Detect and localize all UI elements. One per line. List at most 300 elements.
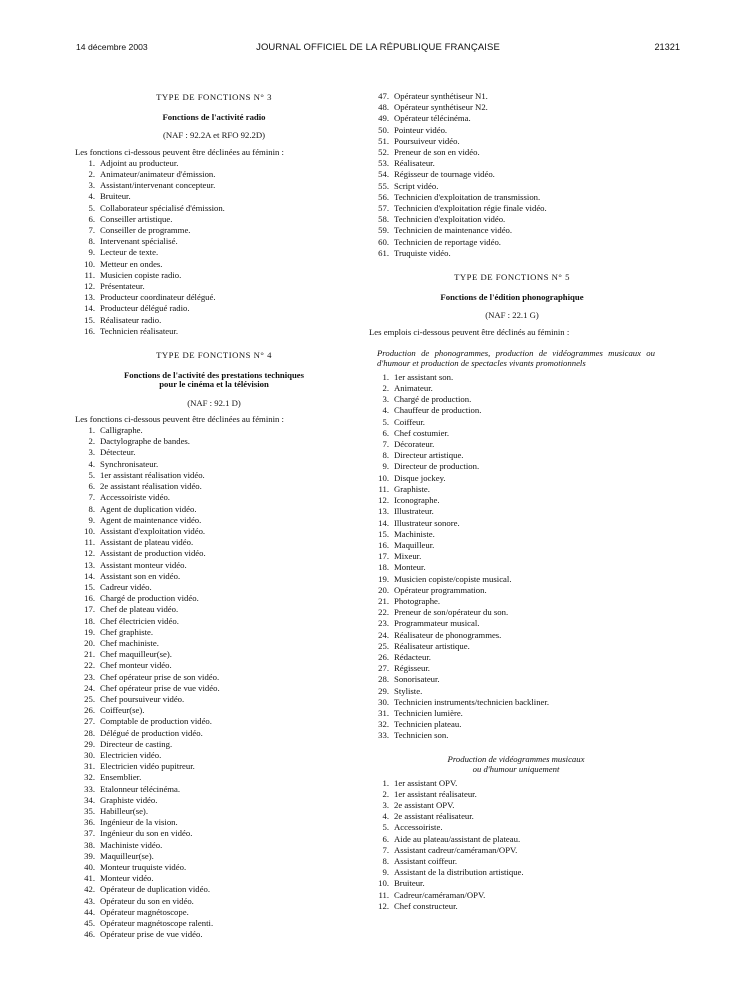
list-item <box>369 506 655 517</box>
section-5-subheading-2-line2: ou d'humour uniquement <box>472 763 560 774</box>
list-item-text: Technicien d'exploitation régie finale vidéo. <box>394 203 547 214</box>
list-item <box>75 851 353 862</box>
list-item <box>369 697 655 708</box>
list-item-text: Illustrateur. <box>394 506 434 517</box>
list-item-number: 57. <box>378 203 389 214</box>
list-item <box>75 817 353 828</box>
list-item-number: 48. <box>378 102 389 113</box>
list-item-number: 61. <box>378 247 389 258</box>
list-item-number: 19. <box>378 573 389 584</box>
list-item-text: Comptable de production vidéo. <box>100 716 212 727</box>
list-item-text: Chef machiniste. <box>100 637 159 648</box>
section-5-subheading-2-line1: Production de vidéogrammes musicaux <box>447 753 585 764</box>
list-item-number: 4. <box>88 458 95 469</box>
list-item-text: Accessoiriste. <box>394 822 443 833</box>
list-item-text: Aide au plateau/assistant de plateau. <box>394 833 521 844</box>
list-item-text: Machiniste. <box>394 528 435 539</box>
list-item <box>369 125 655 136</box>
list-item <box>75 873 353 884</box>
list-item <box>75 180 353 191</box>
list-item-text: Chef opérateur prise de son vidéo. <box>100 671 220 682</box>
section-5-list-2 <box>369 778 655 912</box>
list-item-number: 19. <box>84 626 95 637</box>
list-item-text: Assistant coiffeur. <box>394 855 458 866</box>
list-item-text: Lecteur de texte. <box>100 247 159 258</box>
list-item-text: Technicien plateau. <box>394 719 462 730</box>
list-item-text: Chef opérateur prise de vue vidéo. <box>100 682 220 693</box>
list-item-text: Cadreur/caméraman/OPV. <box>394 889 486 900</box>
list-item-text: Assistant de la distribution artistique. <box>394 867 524 878</box>
list-item <box>75 537 353 548</box>
list-item-number: 31. <box>84 761 95 772</box>
list-item <box>369 495 655 506</box>
list-item-text: Ingénieur de la vision. <box>100 817 178 828</box>
list-item <box>75 214 353 225</box>
list-item-text: Assistant monteur vidéo. <box>100 559 187 570</box>
list-item-number: 11. <box>84 537 95 548</box>
list-item-number: 3. <box>382 799 389 810</box>
section-5-subheading-1: Production de phonogrammes, production de vidéogrammes musicaux ou d'humour et production de spectacles vivants promotionnels <box>377 347 655 368</box>
list-item-number: 18. <box>378 562 389 573</box>
page-header <box>76 42 680 56</box>
list-item <box>369 405 655 416</box>
list-item-text: 2e assistant réalisation vidéo. <box>100 481 202 492</box>
list-item <box>75 806 353 817</box>
list-item-number: 56. <box>378 191 389 202</box>
list-item-text: Metteur en ondes. <box>100 258 163 269</box>
list-item-number: 29. <box>378 685 389 696</box>
list-item-number: 6. <box>88 213 95 224</box>
list-item-number: 50. <box>378 124 389 135</box>
list-item-text: Chef graphiste. <box>100 626 154 637</box>
list-item-number: 47. <box>378 91 389 101</box>
list-item-number: 39. <box>84 850 95 861</box>
list-item-text: Opérateur magnétoscope ralenti. <box>100 918 214 929</box>
list-item <box>75 918 353 929</box>
list-item-text: Styliste. <box>394 685 423 696</box>
list-item-text: Réalisateur de phonogrammes. <box>394 629 502 640</box>
list-item-number: 44. <box>84 906 95 917</box>
list-item-text: Réalisateur radio. <box>100 314 162 325</box>
list-item <box>369 686 655 697</box>
list-item <box>75 907 353 918</box>
list-item <box>75 247 353 258</box>
list-item-number: 2. <box>88 169 95 180</box>
list-item-number: 23. <box>84 671 95 682</box>
list-item-text: Monteur. <box>394 562 426 573</box>
list-item <box>369 428 655 439</box>
list-item-number: 15. <box>84 314 95 325</box>
list-item-number: 4. <box>382 811 389 822</box>
list-item <box>369 730 655 741</box>
list-item <box>75 672 353 683</box>
list-item-text: Preneur de son/opérateur du son. <box>394 607 509 618</box>
list-item-number: 41. <box>84 873 95 884</box>
list-item-number: 45. <box>84 918 95 929</box>
list-item-number: 49. <box>378 113 389 124</box>
list-item-number: 34. <box>84 794 95 805</box>
list-item <box>369 878 655 889</box>
list-item-text: Chargé de production. <box>394 394 472 405</box>
list-item-text: Intervenant spécialisé. <box>100 236 178 247</box>
list-item <box>75 515 353 526</box>
list-item-text: Assistant de plateau vidéo. <box>100 537 194 548</box>
list-item <box>369 719 655 730</box>
list-item-text: Délégué de production vidéo. <box>100 727 203 738</box>
list-item <box>75 492 353 503</box>
list-item-text: 2e assistant réalisateur. <box>394 811 474 822</box>
list-item-text: 1er assistant réalisation vidéo. <box>100 469 205 480</box>
list-item <box>75 750 353 761</box>
list-item-number: 46. <box>84 929 95 940</box>
list-item-text: Assistant d'exploitation vidéo. <box>100 525 206 536</box>
list-item-number: 6. <box>382 833 389 844</box>
list-item-number: 25. <box>378 640 389 651</box>
list-item-text: Agent de maintenance vidéo. <box>100 514 202 525</box>
list-item-text: Chef monteur vidéo. <box>100 660 172 671</box>
list-item-number: 6. <box>382 427 389 438</box>
list-item-text: Régisseur de tournage vidéo. <box>394 169 495 180</box>
list-item <box>369 562 655 573</box>
list-item <box>75 660 353 671</box>
list-item-number: 24. <box>84 682 95 693</box>
list-item <box>369 811 655 822</box>
section-3-title: Fonctions de l'activité radio <box>162 112 266 123</box>
list-item <box>75 436 353 447</box>
list-item-number: 32. <box>378 719 389 730</box>
list-item-text: Truquiste vidéo. <box>394 247 451 258</box>
list-item-number: 4. <box>88 191 95 202</box>
list-item <box>75 158 353 169</box>
list-item-text: Dactylographe de bandes. <box>100 436 190 447</box>
list-item-text: Décorateur. <box>394 439 435 450</box>
list-item <box>75 582 353 593</box>
list-item <box>369 372 655 383</box>
list-item-text: Directeur de production. <box>394 461 480 472</box>
list-item <box>369 596 655 607</box>
list-item-text: Graphiste vidéo. <box>100 794 158 805</box>
list-item <box>369 551 655 562</box>
list-item-number: 2. <box>382 788 389 799</box>
list-item <box>75 548 353 559</box>
list-item-number: 14. <box>378 517 389 528</box>
list-item <box>75 326 353 337</box>
list-item-text: Iconographe. <box>394 495 440 506</box>
section-5-title: Fonctions de l'édition phonographique <box>440 292 584 303</box>
list-item-number: 26. <box>84 705 95 716</box>
list-item-number: 9. <box>88 514 95 525</box>
list-item <box>75 604 353 615</box>
list-item-number: 31. <box>378 707 389 718</box>
list-item-text: Présentateur. <box>100 281 145 292</box>
list-item-text: Conseiller artistique. <box>100 213 173 224</box>
list-item-number: 9. <box>382 867 389 878</box>
section-4-list-continued <box>369 91 655 259</box>
list-item <box>75 292 353 303</box>
section-3-intro: Les fonctions ci-dessous peuvent être déclinées au féminin : <box>75 146 284 157</box>
list-item-text: Technicien réalisateur. <box>100 325 179 336</box>
list-item <box>75 470 353 481</box>
list-item-text: Monteur truquiste vidéo. <box>100 862 187 872</box>
list-item <box>369 91 655 102</box>
list-item-text: Disque jockey. <box>394 472 446 483</box>
list-item <box>369 225 655 236</box>
list-item-number: 21. <box>84 649 95 660</box>
list-item <box>369 484 655 495</box>
list-item <box>75 281 353 292</box>
list-item-number: 27. <box>84 716 95 727</box>
list-item-text: Ingénieur du son en vidéo. <box>100 828 193 839</box>
list-item-text: Réalisateur. <box>394 158 435 169</box>
list-item <box>369 181 655 192</box>
list-item-number: 8. <box>382 855 389 866</box>
list-item <box>369 867 655 878</box>
list-item-text: Pointeur vidéo. <box>394 124 448 135</box>
list-item-number: 15. <box>378 528 389 539</box>
list-item-number: 15. <box>84 581 95 592</box>
list-item <box>75 784 353 795</box>
list-item-number: 5. <box>88 202 95 213</box>
list-item-text: Assistant cadreur/caméraman/OPV. <box>394 844 518 855</box>
list-item <box>369 618 655 629</box>
section-5-intro: Les emplois ci-dessous peuvent être déclinés au féminin : <box>369 326 570 337</box>
list-item <box>75 649 353 660</box>
list-item-text: Producteur délégué radio. <box>100 303 190 314</box>
list-item-text: Technicien lumière. <box>394 707 463 718</box>
list-item <box>369 383 655 394</box>
list-item <box>75 728 353 739</box>
list-item-number: 3. <box>88 447 95 458</box>
list-item-text: Cadreur vidéo. <box>100 581 152 592</box>
list-item-text: 2e assistant OPV. <box>394 799 455 810</box>
list-item-text: Assistant son en vidéo. <box>100 570 181 581</box>
list-item <box>369 136 655 147</box>
list-item-text: Technicien de maintenance vidéo. <box>394 225 513 236</box>
list-item-number: 37. <box>84 828 95 839</box>
list-item-number: 20. <box>84 637 95 648</box>
list-item-text: Chauffeur de production. <box>394 405 482 416</box>
list-item-number: 24. <box>378 629 389 640</box>
list-item-text: Programmateur musical. <box>394 618 480 629</box>
list-item-number: 23. <box>378 618 389 629</box>
list-item <box>75 270 353 281</box>
list-item-number: 7. <box>382 844 389 855</box>
section-4-list <box>75 425 353 940</box>
list-item <box>369 607 655 618</box>
right-column <box>369 86 655 912</box>
list-item-text: Collaborateur spécialisé d'émission. <box>100 202 225 213</box>
list-item <box>75 191 353 202</box>
list-item <box>369 778 655 789</box>
list-item <box>75 896 353 907</box>
list-item-number: 2. <box>382 383 389 394</box>
list-item-text: Producteur coordinateur délégué. <box>100 292 216 303</box>
list-item-text: Conseiller de programme. <box>100 225 191 236</box>
list-item-text: Chef électricien vidéo. <box>100 615 179 626</box>
section-3-list <box>75 158 353 337</box>
list-item <box>369 800 655 811</box>
list-item-number: 5. <box>382 416 389 427</box>
list-item-number: 52. <box>378 147 389 158</box>
list-item <box>75 303 353 314</box>
list-item-number: 43. <box>84 895 95 906</box>
list-item <box>75 716 353 727</box>
list-item-number: 10. <box>84 258 95 269</box>
list-item <box>369 518 655 529</box>
list-item <box>75 236 353 247</box>
list-item <box>75 862 353 873</box>
list-item <box>75 694 353 705</box>
list-item-text: Monteur vidéo. <box>100 873 154 884</box>
list-item <box>75 884 353 895</box>
list-item-text: Accessoiriste vidéo. <box>100 492 170 503</box>
list-item-text: Technicien d'exploitation de transmission. <box>394 191 541 202</box>
list-item <box>75 259 353 270</box>
list-item-text: Opérateur télécinéma. <box>394 113 471 124</box>
list-item-number: 30. <box>378 696 389 707</box>
list-item-number: 59. <box>378 225 389 236</box>
list-item-number: 17. <box>378 551 389 562</box>
list-item-number: 8. <box>382 450 389 461</box>
list-item-number: 7. <box>88 492 95 503</box>
list-item-text: Opérateur synthétiseur N1. <box>394 91 488 101</box>
list-item <box>369 663 655 674</box>
list-item-text: Etalonneur télécinéma. <box>100 783 181 794</box>
list-item-number: 8. <box>88 503 95 514</box>
list-item-text: Opérateur prise de vue vidéo. <box>100 929 203 940</box>
list-item-text: Assistant de production vidéo. <box>100 548 206 559</box>
list-item-text: Technicien son. <box>394 730 449 741</box>
list-item <box>75 526 353 537</box>
list-item-text: 1er assistant OPV. <box>394 777 458 788</box>
list-item <box>75 638 353 649</box>
list-item-text: Rédacteur. <box>394 651 431 662</box>
list-item <box>369 439 655 450</box>
list-item-text: Ensemblier. <box>100 772 142 783</box>
list-item-number: 3. <box>88 180 95 191</box>
list-item <box>369 450 655 461</box>
list-item-number: 1. <box>382 371 389 382</box>
list-item <box>369 630 655 641</box>
journal-title: JOURNAL OFFICIEL DE LA RÉPUBLIQUE FRANÇAISE <box>256 42 500 53</box>
list-item <box>75 203 353 214</box>
list-item-number: 12. <box>84 548 95 559</box>
list-item-text: Technicien de reportage vidéo. <box>394 236 501 247</box>
list-item-text: Directeur de casting. <box>100 738 173 749</box>
list-item <box>369 102 655 113</box>
list-item-number: 6. <box>88 481 95 492</box>
section-3-type: TYPE DE FONCTIONS N° 3 <box>156 92 272 102</box>
list-item-text: Opérateur de duplication vidéo. <box>100 884 211 895</box>
list-item-number: 22. <box>84 660 95 671</box>
list-item-number: 38. <box>84 839 95 850</box>
list-item-text: Animateur. <box>394 383 433 394</box>
list-item-number: 13. <box>378 506 389 517</box>
list-item-number: 16. <box>84 593 95 604</box>
list-item <box>369 674 655 685</box>
left-column <box>75 86 353 940</box>
section-3-naf: (NAF : 92.2A et RFO 92.2D) <box>162 130 266 141</box>
page-number: 21321 <box>654 42 680 52</box>
list-item-text: Maquilleur. <box>394 539 435 550</box>
section-4-intro: Les fonctions ci-dessous peuvent être déclinées au féminin : <box>75 413 284 424</box>
list-item-number: 55. <box>378 180 389 191</box>
list-item <box>75 627 353 638</box>
list-item-number: 40. <box>84 862 95 872</box>
list-item <box>369 822 655 833</box>
list-item-text: Adjoint au producteur. <box>100 157 179 168</box>
list-item-number: 12. <box>378 495 389 506</box>
list-item-number: 5. <box>382 822 389 833</box>
list-item-number: 14. <box>84 570 95 581</box>
list-item <box>75 761 353 772</box>
list-item <box>369 417 655 428</box>
list-item <box>75 571 353 582</box>
list-item <box>369 147 655 158</box>
list-item-text: Mixeur. <box>394 551 422 562</box>
list-item <box>369 113 655 124</box>
list-item-text: 1er assistant son. <box>394 371 454 382</box>
list-item-number: 51. <box>378 135 389 146</box>
list-item-number: 28. <box>378 674 389 685</box>
list-item <box>369 856 655 867</box>
list-item-text: Bruiteur. <box>394 878 425 889</box>
list-item <box>75 705 353 716</box>
list-item-number: 33. <box>378 730 389 741</box>
list-item-number: 22. <box>378 607 389 618</box>
list-item <box>75 929 353 940</box>
list-item-text: Machiniste vidéo. <box>100 839 163 850</box>
list-item <box>75 504 353 515</box>
list-item <box>75 481 353 492</box>
list-item <box>369 169 655 180</box>
list-item-text: Musicien copiste/copiste musical. <box>394 573 512 584</box>
list-item <box>75 616 353 627</box>
list-item-text: Synchronisateur. <box>100 458 159 469</box>
list-item-number: 25. <box>84 693 95 704</box>
section-4-title-line1: Fonctions de l'activité des prestations techniques <box>123 370 305 381</box>
list-item-number: 11. <box>378 483 389 494</box>
list-item-number: 5. <box>88 469 95 480</box>
list-item <box>369 585 655 596</box>
list-item-text: Détecteur. <box>100 447 136 458</box>
list-item-text: Preneur de son en vidéo. <box>394 147 480 158</box>
list-item-number: 7. <box>382 439 389 450</box>
section-5-list-1 <box>369 372 655 742</box>
list-item-text: Coiffeur. <box>394 416 425 427</box>
list-item-number: 2. <box>88 436 95 447</box>
list-item-number: 16. <box>84 325 95 336</box>
list-item-text: Poursuiveur vidéo. <box>394 135 460 146</box>
list-item-text: Chef de plateau vidéo. <box>100 604 179 615</box>
list-item <box>75 560 353 571</box>
list-item-number: 29. <box>84 738 95 749</box>
list-item-number: 20. <box>378 584 389 595</box>
list-item-text: Opérateur programmation. <box>394 584 487 595</box>
list-item <box>369 473 655 484</box>
list-item <box>369 574 655 585</box>
list-item-text: Illustrateur sonore. <box>394 517 460 528</box>
list-item <box>369 708 655 719</box>
list-item-text: 1er assistant réalisateur. <box>394 788 477 799</box>
list-item-number: 4. <box>382 405 389 416</box>
list-item-text: Chef constructeur. <box>394 900 458 911</box>
list-item-text: Directeur artistique. <box>394 450 464 461</box>
list-item-number: 26. <box>378 651 389 662</box>
list-item <box>369 394 655 405</box>
list-item <box>369 158 655 169</box>
list-item <box>369 890 655 901</box>
